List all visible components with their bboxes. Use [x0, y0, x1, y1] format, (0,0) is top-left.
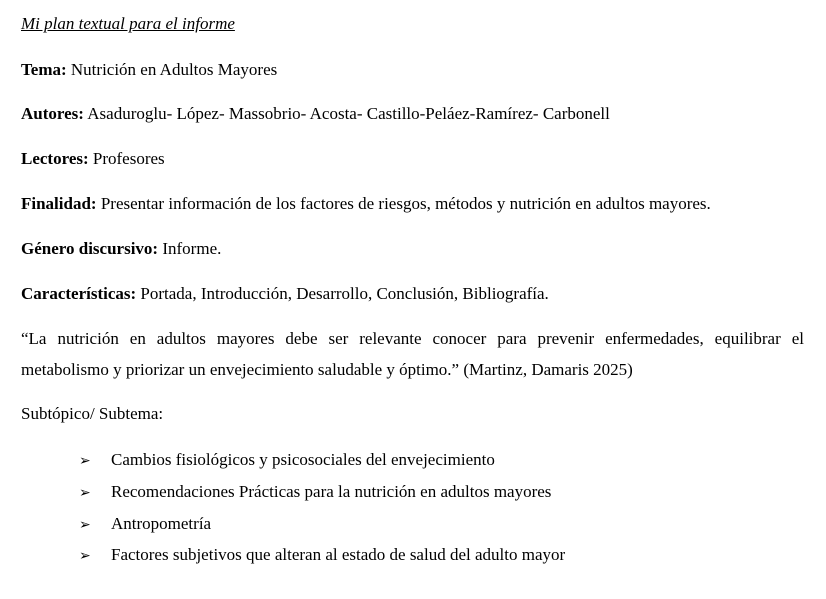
document-heading: Mi plan textual para el informe [21, 14, 235, 33]
arrow-bullet-icon: ➢ [79, 485, 91, 501]
field-finalidad-value: Presentar información de los factores de riesgos, métodos y nutrición en adultos mayores. [96, 194, 711, 213]
field-genero-value: Informe. [158, 239, 222, 258]
field-lectores [21, 149, 165, 169]
field-caracteristicas-value: Portada, Introducción, Desarrollo, Conclusión, Bibliografía. [136, 284, 549, 303]
list-item [79, 450, 495, 471]
list-item [79, 545, 565, 566]
list-item-text: Factores subjetivos que alteran al estado de salud del adulto mayor [111, 545, 566, 564]
list-item-text: Cambios fisiológicos y psicosociales del envejecimiento [111, 450, 495, 469]
list-item-text: Antropometría [111, 514, 212, 533]
field-tema-value: Nutrición en Adultos Mayores [66, 60, 278, 79]
field-genero-label: Género discursivo: [21, 239, 159, 258]
arrow-bullet-icon: ➢ [79, 453, 91, 469]
field-lectores-value: Profesores [88, 149, 165, 168]
quote-paragraph: “La nutrición en adultos mayores debe ser relevante conocer para prevenir enfermedades, equilibrar el metabolismo y priorizar un envejecimiento saludable y óptimo.” (Martinz, Damaris 2025) [21, 329, 804, 379]
field-genero [21, 239, 221, 259]
field-finalidad-label: Finalidad: [21, 194, 97, 213]
subtopic-label: Subtópico/ Subtema: [21, 404, 164, 423]
field-autores-label: Autores: [21, 104, 84, 123]
field-autores-value: Asaduroglu- López- Massobrio- Acosta- Castillo-Peláez-Ramírez- Carbonell [83, 104, 610, 123]
field-tema-label: Tema: [21, 60, 67, 79]
arrow-bullet-icon: ➢ [79, 548, 91, 564]
field-finalidad [21, 194, 711, 214]
arrow-bullet-icon: ➢ [79, 517, 91, 533]
field-autores [21, 104, 610, 124]
field-tema [21, 60, 277, 80]
field-lectores-label: Lectores: [21, 149, 89, 168]
field-caracteristicas-label: Características: [21, 284, 137, 303]
field-caracteristicas [21, 284, 549, 304]
list-item [79, 514, 211, 535]
list-item-text: Recomendaciones Prácticas para la nutrición en adultos mayores [111, 482, 552, 501]
list-item [79, 482, 551, 503]
